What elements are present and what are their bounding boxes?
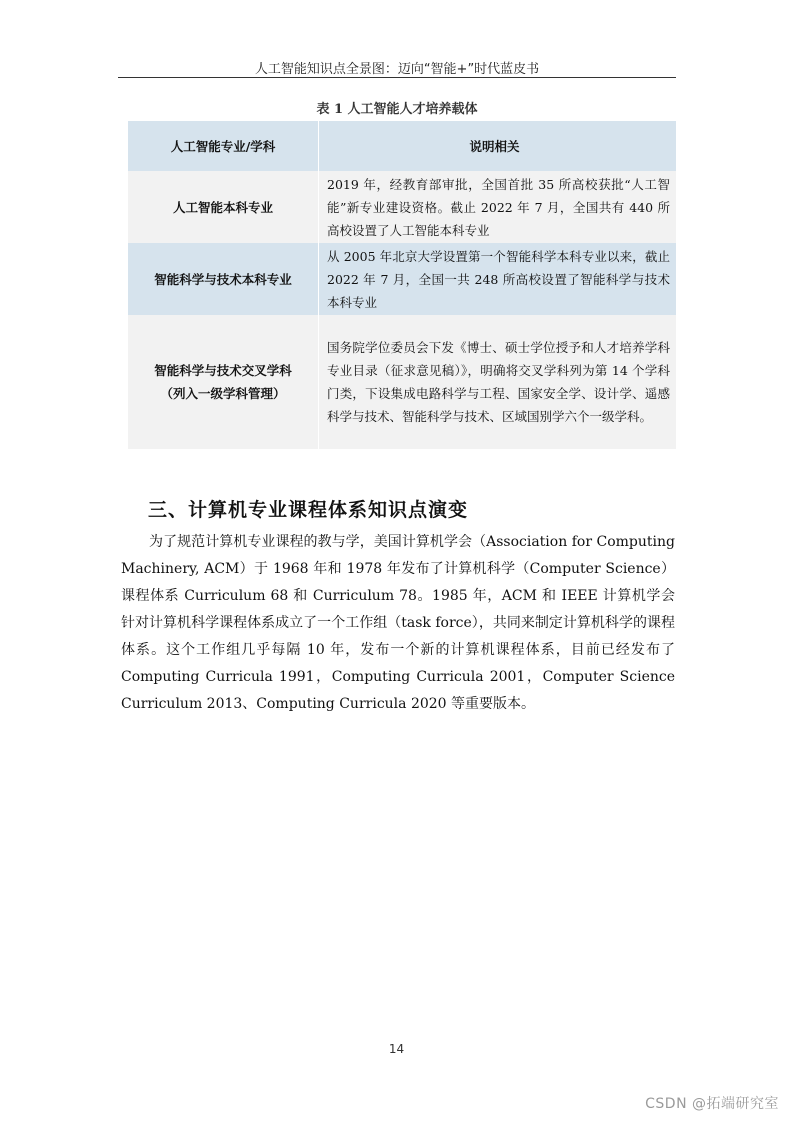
row-description: 2019 年，经教育部审批，全国首批 35 所高校获批“人工智能”新专业建设资格。截止 2022 年 7 月，全国共有 440 所高校设置了人工智能本科专业 [319,171,677,243]
body-paragraph [121,529,675,718]
row-name-line: 智能科学与技术交叉学科 [154,363,292,378]
table-row [128,243,676,315]
table-row [128,315,676,449]
column-header-discipline: 人工智能专业/学科 [128,121,319,171]
row-name-line: （列入一级学科管理） [160,386,286,401]
page-number: 14 [388,1042,405,1056]
row-name: 智能科学与技术本科专业 [128,243,319,315]
row-description: 国务院学位委员会下发《博士、硕士学位授予和人才培养学科专业目录（征求意见稿）》，明确将交叉学科列为第 14 个学科门类，下设集成电路科学与工程、国家安全学、设计学、遥感科学与技术、智能科学与技术、区域国别学六个一级学科。 [319,315,677,449]
row-name: 人工智能本科专业 [128,171,319,243]
paragraph-text: 为了规范计算机专业课程的教与学，美国计算机学会（Association for Computing Machinery, ACM）于 1968 年和 1978 年发布了计算机科学（Computer Science）课程体系 Curriculum 68 和 Curriculum 78。1985 年，ACM 和 IEEE 计算机学会针对计算机科学课程体系成立了一个工作组（task force），共同来制定计算机科学的课程体系。这个工作组几乎每隔 10 年，发布一个新的计算机课程体系，目前已经发布了 Computing Curricula 1991，Computing Curricula 2001，Computer Science Curriculum 2013、Computing Curricula 2020 等重要版本。 [121,534,675,712]
running-header: 人工智能知识点全景图：迈向“智能+”时代蓝皮书 [254,62,540,77]
table-caption: 表 1 人工智能人才培养载体 [316,102,478,117]
watermark: CSDN @拓端研究室 [645,1096,779,1112]
row-description: 从 2005 年北京大学设置第一个智能科学本科专业以来，截止 2022 年 7 月，全国一共 248 所高校设置了智能科学与技术本科专业 [319,243,677,315]
header-rule [118,77,676,78]
row-name [128,315,319,449]
column-header-description: 说明相关 [319,121,677,171]
table-header-row [128,121,676,171]
section-heading: 三、计算机专业课程体系知识点演变 [148,499,469,521]
table-row [128,171,676,243]
talent-table [128,121,676,449]
